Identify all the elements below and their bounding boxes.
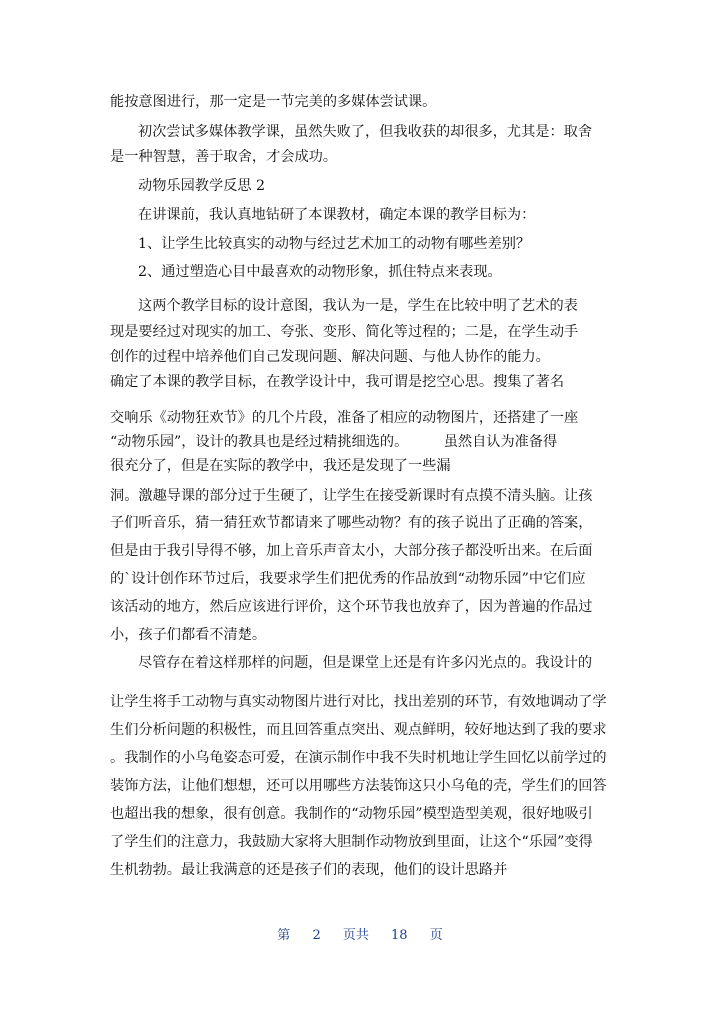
text-line: 子们听音乐，猜一猜狂欢节都请来了哪些动物？有的孩子说出了正确的答案， — [110, 515, 593, 531]
text-line: 确定了本课的教学目标，在教学设计中，我可谓是挖空心思。搜集了著名 — [110, 374, 565, 390]
text-line: 能按意图进行，那一定是一节完美的多媒体尝试课。 — [110, 94, 437, 110]
text-line: 尽管存在着这样那样的问题，但是课堂上还是有许多闪光点的。我设计的 — [138, 655, 593, 671]
section-heading: 动物乐园教学反思 2 — [138, 178, 266, 194]
page-number: 2 — [312, 928, 321, 943]
text-line: 现是要经过对现实的加工、夸张、变形、简化等过程的；二是，在学生动手 — [110, 324, 579, 340]
text-line: “动物乐园”，设计的教具也是经过精挑细选的。 虽然自认为准备得 — [110, 434, 558, 450]
text-line: 该活动的地方，然后应该进行评价，这个环节我也放弃了，因为普遍的作品过 — [110, 599, 593, 615]
footer-ye: 页 — [429, 928, 443, 943]
text-line: 是一种智慧，善于取舍，才会成功。 — [110, 149, 338, 165]
list-item: 1、让学生比较真实的动物与经过艺术加工的动物有哪些差别？ — [138, 236, 531, 252]
text-line: 生们分析问题的积极性，而且回答重点突出、观点鲜明，较好地达到了我的要求 — [110, 722, 607, 738]
text-line: 但是由于我引导得不够，加上音乐声音太小，大部分孩子都没听出来。在后面 — [110, 543, 593, 559]
list-item: 2、通过塑造心目中最喜欢的动物形象，抓住特点来表现。 — [138, 264, 502, 280]
text-line: 这两个教学目标的设计意图，我认为一是，学生在比较中明了艺术的表 — [138, 298, 578, 314]
text-line: 让学生将手工动物与真实动物图片进行对比，找出差别的环节，有效地调动了学 — [110, 694, 607, 710]
page-footer — [0, 924, 720, 943]
text-line: 生机勃勃。最让我满意的还是孩子们的表现，他们的设计思路并 — [110, 862, 508, 878]
text-line: 洞。激趣导课的部分过于生硬了，让学生在接受新课时有点摸不清头脑。让孩 — [110, 488, 593, 504]
text-line: 创作的过程中培养他们自己发现问题、解决问题、与他人协作的能力。 — [110, 349, 550, 365]
text-line: 了学生们的注意力，我鼓励大家将大胆制作动物放到里面，让这个“乐园”变得 — [110, 834, 593, 850]
total-pages: 18 — [391, 928, 408, 943]
text-line: 初次尝试多媒体教学课，虽然失败了，但我收获的却很多，尤其是：取舍 — [138, 124, 593, 140]
text-line: 在讲课前，我认真地钻研了本课教材，确定本课的教学目标为： — [138, 207, 536, 223]
text-line: 很充分了，但是在实际的教学中，我还是发现了一些漏 — [110, 458, 451, 474]
footer-ye-gong: 页共 — [342, 928, 369, 943]
footer-di: 第 — [277, 928, 291, 943]
text-line: 也超出我的想象，很有创意。我制作的“动物乐园”模型造型美观，很好地吸引 — [110, 806, 593, 822]
text-line: 装饰方法，让他们想想，还可以用哪些方法装饰这只小乌龟的壳，学生们的回答 — [110, 778, 607, 794]
text-line: 交响乐《动物狂欢节》的几个片段，准备了相应的动物图片，还搭建了一座 — [110, 410, 579, 426]
text-line: 。我制作的小乌龟姿态可爱，在演示制作中我不失时机地让学生回忆以前学过的 — [110, 750, 607, 766]
text-line: 小，孩子们都看不清楚。 — [110, 627, 267, 643]
text-line: 的`设计创作环节过后，我要求学生们把优秀的作品放到“动物乐园”中它们应 — [110, 571, 586, 587]
